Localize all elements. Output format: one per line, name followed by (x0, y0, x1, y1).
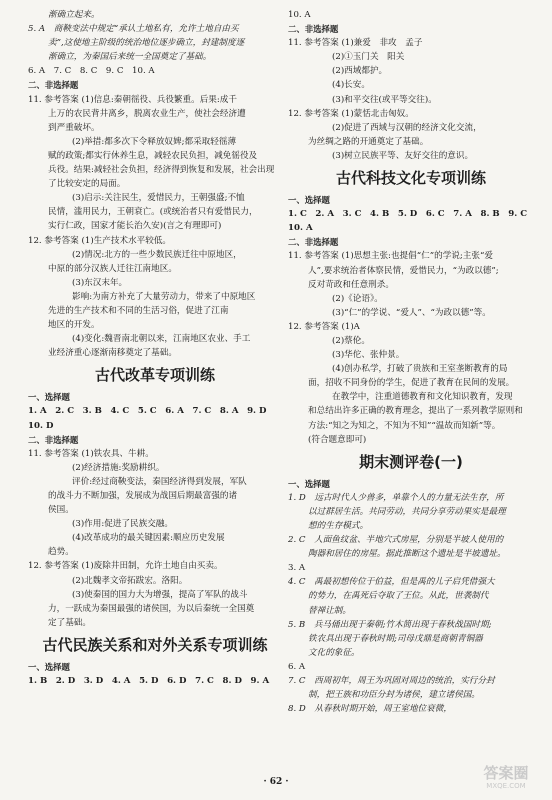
text-line: 上万的农民背井离乡，脱离农业生产，使社会经济遭 (48, 108, 246, 119)
section-heading: 二、非选择题 (288, 237, 339, 248)
text-line: 人”,要求统治者体察民情，爱惜民力，“为政以德”; (308, 265, 499, 276)
page-number: · 62 · (263, 777, 289, 787)
left-column (28, 8, 282, 688)
text-line: 了比较安定的局面。 (48, 179, 126, 190)
text-line: 面，招收不同身份的学生，促进了教育在民间的发展。 (308, 378, 515, 389)
watermark-text: 答案圈 (483, 764, 529, 782)
section-heading: 二、非选择题 (28, 80, 79, 91)
left-relations-block (28, 660, 282, 688)
text-line: (4)变化:魏晋南北朝以来，江南地区农业、手工 (72, 334, 251, 345)
text-line: 侯国。 (48, 505, 74, 516)
text-line: 5. A 商鞅变法中规定“承认土地私有，允许土地自由买 (28, 24, 239, 35)
text-line: 文化的象征。 (308, 647, 360, 658)
text-line: 制，把王族和功臣分封为诸侯，建立诸侯国。 (308, 690, 480, 701)
text-line: 4. C 禹最初想传位于伯益，但是禹的儿子启凭借强大 (288, 577, 495, 588)
text-line: (3)使秦国的国力大为增强，提高了军队的战斗 (72, 589, 248, 600)
text-line: (3)和平交往(或平等交往)。 (332, 94, 437, 105)
text-line: 渐确立起来。 (48, 10, 100, 20)
text-line: (3)“仁”的学说、“爱人”、“为政以德”等。 (332, 307, 491, 318)
left-reform-block (28, 390, 282, 630)
text-line: 8. D 从春秋时期开始，周王室地位衰微， (288, 704, 452, 715)
text-line: 定了基础。 (48, 617, 91, 628)
text-line: (符合题意即可) (308, 434, 367, 445)
text-line: 12. 参考答案 (1)A (288, 321, 360, 332)
text-line: 趋势。 (48, 547, 74, 558)
text-line: 10. A (288, 10, 311, 20)
text-line: 5. B 兵马俑出现于秦朝;竹木简出现于春秋战国时期; (288, 619, 492, 630)
text-line: 12. 参考答案 (1)蒙恬北击匈奴。 (288, 108, 414, 119)
section-title-science-culture: 古代科技文化专项训练 (335, 169, 486, 188)
text-line: (4)改革成功的最关键因素:顺应历史发展 (72, 533, 225, 544)
text-line: 的战斗力不断加强，发展成为战国后期最富强的诸 (48, 491, 238, 501)
text-line: 铁农具出现于春秋时期;司母戊鼎是商朝青铜器 (308, 633, 483, 644)
text-line: (3)华佗、张仲景。 (332, 350, 405, 361)
text-line: 和总结出许多正确的教育理念，提出了一系列教学原则和 (308, 406, 523, 417)
text-line: 评价:经过商鞅变法，秦国经济得到发展，军队 (72, 476, 247, 487)
right-column (288, 8, 534, 716)
text-line: (4)长安。 (332, 80, 370, 91)
section-title-ancient-reform: 古代改革专项训练 (94, 366, 215, 385)
text-line: 在教学中，注重道德教育和文化知识教育，发现 (332, 392, 513, 403)
text-line: 替禅让制。 (308, 605, 351, 616)
text-line: (2)促进了西域与汉朝的经济文化交流， (332, 122, 482, 133)
text-line: 12. 参考答案 (1)废除井田制，允许土地自由买卖。 (28, 561, 223, 572)
text-line: (3)树立民族平等、友好交往的意识。 (332, 150, 474, 161)
text-line: 方法:“知之为知之，不知为不知”“温故而知新”等。 (308, 420, 501, 431)
text-line: 先进的生产技术和不同的生活习俗，促进了江南 (48, 305, 229, 316)
right-exam-block (288, 477, 534, 717)
text-line: 1. C 2. A 3. C 4. B 5. D 6. C 7. A 8. B 9. C (288, 209, 528, 220)
text-line: 反对苛政和任意刑杀。 (308, 279, 394, 290)
text-line: (2)蔡伦。 (332, 335, 370, 346)
section-heading: 二、非选择题 (288, 24, 339, 35)
text-line: 兵役。结果:减轻社会负担，经济得到恢复和发展，社会出现 (48, 165, 275, 176)
text-line: 11. 参考答案 (1)思想主张:也提倡“仁”的学说;主张“爱 (288, 251, 493, 262)
text-line: (2)北魏孝文帝拓跋宏。洛阳。 (72, 575, 188, 586)
section-heading: 二、非选择题 (28, 434, 79, 445)
text-line: 力，一跃成为秦国最强的诸侯国，为以后秦统一全国奠 (48, 603, 255, 614)
text-line: 中原的部分汉族人迁往江南地区。 (48, 263, 177, 274)
text-line: 以过群居生活。共同劳动，共同分享劳动果实是最理 (308, 506, 506, 517)
text-line: 想的生存模式。 (308, 521, 369, 531)
text-line: 业经济重心逐渐南移奠定了基础。 (48, 348, 177, 359)
text-line: 渐确立，为秦国后来统一全国奠定了基础。 (48, 52, 212, 63)
text-line: 1. A 2. C 3. B 4. C 5. C 6. A 7. C 8. A 9. D (28, 406, 267, 417)
text-line: 卖”,这使地主阶级的统治地位逐步确立，封建制度逐 (48, 38, 245, 49)
text-line: 6. A 7. C 8. C 9. C 10. A (28, 66, 155, 77)
text-line: (2)举措:都多次下令释放奴婢;都采取轻徭薄 (72, 136, 237, 147)
left-answers-block (28, 8, 282, 360)
right-science-block (288, 193, 534, 447)
right-answers-block (288, 8, 534, 163)
text-line: (3)作用:促进了民族交融。 (72, 519, 174, 530)
watermark-logo (468, 764, 544, 794)
text-line: 7. C 西周初年，周王为巩固对周边的统治，实行分封 (288, 676, 495, 687)
section-title-ethnic-foreign-relations: 古代民族关系和对外关系专项训练 (42, 635, 268, 654)
section-heading: 一、选择题 (288, 195, 330, 206)
text-line: 实行仁政，国家才能长治久安)(言之有理即可) (48, 221, 222, 232)
text-line: (4)创办私学，打破了贵族和王室垄断教育的局 (332, 364, 508, 375)
section-heading: 一、选择题 (28, 392, 70, 403)
text-line: 到严重破坏。 (48, 122, 100, 133)
text-line: 11. 参考答案 (1)兼爱 非攻 孟子 (288, 38, 423, 49)
text-line: 陶器和居住的房屋。据此推断这个遗址是半坡遗址。 (308, 549, 506, 560)
section-heading: 一、选择题 (28, 661, 70, 672)
section-heading: 一、选择题 (288, 478, 330, 489)
text-line: 1. D 远古时代人少兽多，单靠个人的力量无法生存，所 (288, 492, 504, 503)
text-line: (2)①玉门关 阳关 (332, 52, 405, 63)
text-line: 的势力，在禹死后夺取了王位。从此，世袭制代 (308, 591, 489, 602)
text-line: 民情，滥用民力，王朝衰亡。(或统治者只有爱惜民力， (48, 207, 258, 218)
text-line: 3. A (288, 563, 306, 574)
text-line: (2)情况:北方的一些少数民族迁往中原地区， (72, 249, 242, 260)
text-line: 为丝绸之路的开通奠定了基础。 (308, 136, 429, 147)
text-line: (3)启示:关注民生，爱惜民力，王朝强盛;不恤 (72, 193, 245, 204)
text-line: (2)《论语》。 (332, 293, 383, 304)
text-line: 11. 参考答案 (1)铁农具、牛耕。 (28, 448, 154, 459)
text-line: (3)东汉末年。 (72, 277, 128, 288)
text-line: 6. A (288, 661, 306, 672)
text-line: 1. B 2. D 3. D 4. A 5. D 6. D 7. C 8. D 9. A (28, 676, 270, 687)
text-line: 10. A (288, 223, 313, 234)
watermark-url: MXQE.COM (486, 782, 526, 790)
text-line: 11. 参考答案 (1)信息:秦朝徭役、兵役繁重。后果:成千 (28, 94, 237, 105)
text-line: 赋的政策;都实行休养生息，减轻农民负担，减免徭役及 (48, 150, 258, 161)
section-title-final-exam: 期末测评卷(一) (359, 452, 463, 471)
text-line: 12. 参考答案 (1)生产技术水平较低。 (28, 235, 172, 246)
text-line: 地区的开发。 (48, 320, 100, 331)
text-line: 10. D (28, 420, 54, 431)
text-line: 影响:为南方补充了大量劳动力，带来了中原地区 (72, 291, 256, 302)
text-line: 2. C 人面鱼纹盆、半地穴式房屋，分别是半坡人使用的 (288, 535, 504, 546)
text-line: (2)西域都护。 (332, 66, 388, 77)
text-line: (2)经济措施:奖励耕织。 (72, 462, 165, 473)
